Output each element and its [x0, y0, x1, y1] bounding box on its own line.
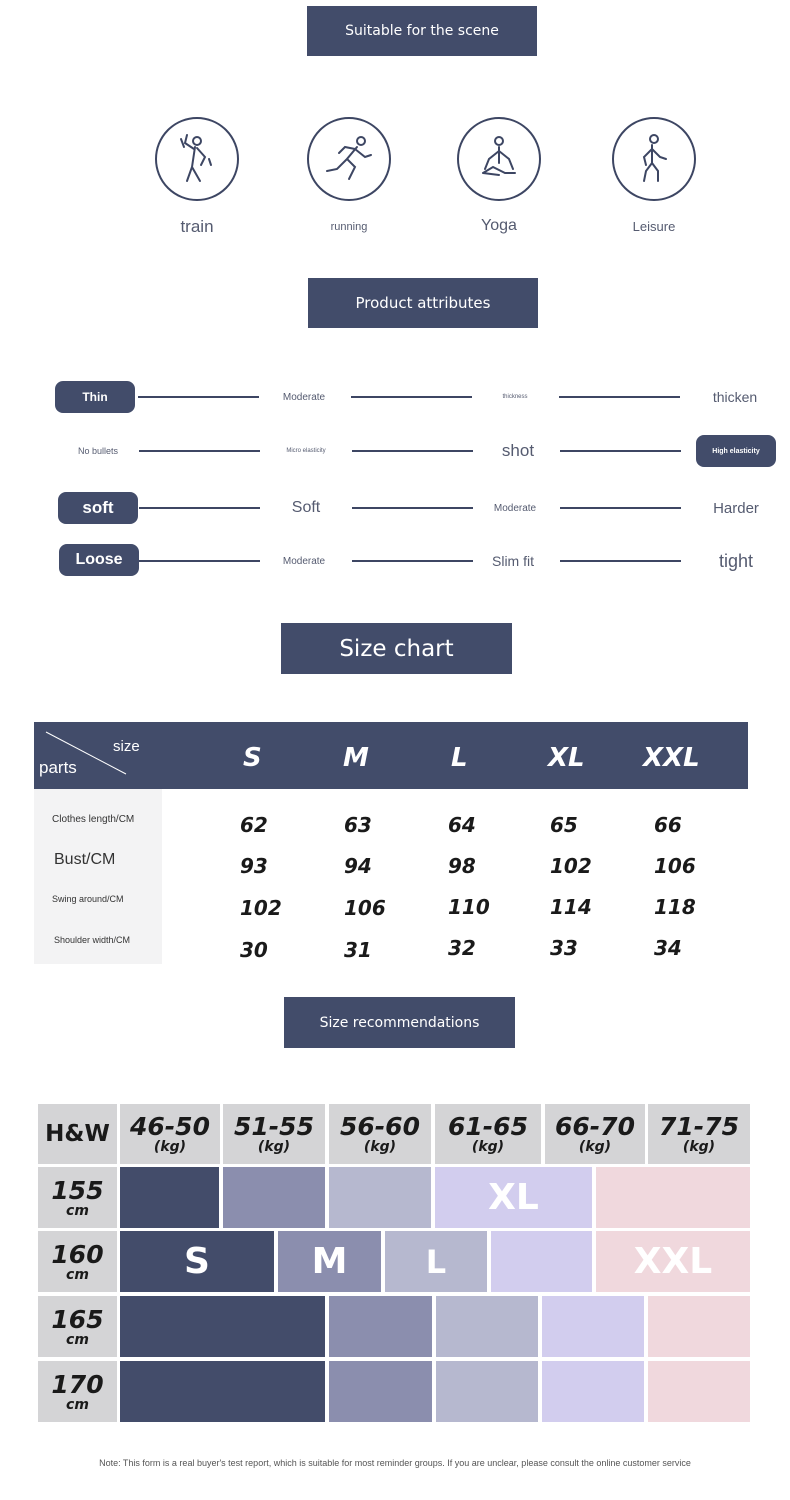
size-block-m [329, 1361, 432, 1422]
attribute-row-softness [0, 491, 790, 525]
size-value: 98 [448, 854, 476, 878]
weight-range: 56-60 [340, 1112, 420, 1141]
height-unit: cm [66, 1266, 89, 1283]
attribute-option: Slim fit [492, 553, 534, 569]
attributes-banner: Product attributes [308, 278, 538, 328]
attribute-row-elasticity [0, 434, 790, 468]
scene-label: Leisure [632, 219, 676, 234]
weight-header [329, 1104, 431, 1164]
size-value: 32 [448, 936, 476, 960]
size-value: 34 [654, 936, 682, 960]
weight-header [648, 1104, 750, 1164]
size-block-xxl [648, 1296, 750, 1357]
weight-range: 66-70 [555, 1112, 635, 1141]
running-figure-icon [319, 129, 379, 189]
scale-line [560, 560, 681, 562]
height-value: 160 [51, 1239, 104, 1269]
weight-header [223, 1104, 325, 1164]
scene-banner: Suitable for the scene [307, 6, 537, 56]
scale-line [352, 560, 473, 562]
scene-running [307, 117, 391, 233]
size-value: 114 [550, 895, 592, 919]
size-value: 102 [240, 896, 282, 920]
corner-parts-label: parts [39, 758, 77, 777]
scene-label: Yoga [481, 217, 517, 234]
height-value: 170 [51, 1369, 104, 1399]
size-block-l [329, 1167, 431, 1228]
weight-header [435, 1104, 541, 1164]
size-block-m [329, 1296, 432, 1357]
size-block-m [223, 1167, 325, 1228]
size-block-xl [435, 1167, 592, 1228]
size-block-xxl [596, 1231, 750, 1292]
size-letter-l: L [425, 1242, 447, 1281]
size-block-l [436, 1361, 538, 1422]
size-value: 94 [344, 854, 372, 878]
size-letter-s: S [184, 1241, 210, 1282]
size-value: 63 [344, 813, 372, 837]
attribute-option: thickness [502, 394, 528, 400]
attribute-option: Moderate [282, 391, 326, 403]
size-letter-xl: XL [488, 1177, 539, 1218]
size-block-s [120, 1231, 274, 1292]
scale-line [351, 396, 472, 398]
attribute-selected-pill: Loose [59, 544, 139, 576]
size-value: 30 [240, 938, 268, 962]
size-header-xl: XL [548, 743, 585, 773]
size-value: 62 [240, 813, 268, 837]
height-value: 165 [51, 1304, 104, 1334]
attribute-option: thicken [712, 389, 758, 405]
attribute-selected-pill: Thin [55, 381, 135, 413]
size-block-xl [542, 1361, 644, 1422]
size-value: 31 [344, 938, 372, 962]
scale-line [559, 396, 680, 398]
weight-range: 46-50 [130, 1112, 210, 1141]
size-value: 106 [654, 854, 696, 878]
attribute-option: Moderate [282, 555, 326, 567]
size-header-m: M [343, 743, 369, 773]
attribute-selected-pill: soft [58, 492, 138, 524]
weight-range: 61-65 [448, 1112, 528, 1141]
size-block-xl [542, 1296, 644, 1357]
train-figure-icon [167, 129, 227, 189]
height-label [38, 1167, 117, 1228]
size-letter-xxl: XXL [633, 1241, 713, 1282]
attribute-option: Soft [291, 499, 321, 516]
height-unit: cm [66, 1396, 89, 1413]
scale-line [560, 507, 681, 509]
attribute-row-thickness [0, 380, 790, 414]
yoga-figure-icon [469, 129, 529, 189]
corner-size-label: size [113, 738, 140, 755]
scale-line [560, 450, 681, 452]
height-label [38, 1231, 117, 1292]
size-block-xxl [596, 1167, 750, 1228]
attribute-option: Moderate [493, 502, 537, 514]
size-header-l: L [451, 743, 468, 773]
row-label: Swing around/CM [52, 894, 124, 904]
disclaimer-note: Note: This form is a real buyer's test report, which is suitable for most reminder groups. If you are unclear, please consult the online customer service [99, 1458, 691, 1468]
recommend-banner: Size recommendations [284, 997, 515, 1048]
height-value: 155 [51, 1175, 104, 1205]
walking-figure-icon [624, 129, 684, 189]
scene-yoga [457, 117, 541, 234]
grid-corner [38, 1104, 117, 1164]
size-value: 102 [550, 854, 592, 878]
scene-label: train [180, 217, 214, 236]
scale-line [139, 450, 260, 452]
row-label: Shoulder width/CM [54, 935, 131, 945]
size-block-m [278, 1231, 381, 1292]
scale-line [352, 507, 473, 509]
weight-range: 71-75 [659, 1112, 739, 1141]
attribute-option: tight [718, 550, 754, 571]
weight-unit: (kg) [682, 1139, 716, 1155]
attribute-option: shot [501, 441, 535, 460]
size-header-xxl: XXL [643, 743, 700, 773]
size-value: 66 [654, 813, 682, 837]
weight-unit: (kg) [363, 1139, 397, 1155]
weight-header [545, 1104, 645, 1164]
scene-train [155, 117, 239, 236]
attribute-option: No bullets [77, 446, 119, 456]
weight-header [120, 1104, 220, 1164]
weight-unit: (kg) [471, 1139, 505, 1155]
size-block-s [120, 1296, 325, 1357]
size-value: 33 [550, 936, 578, 960]
weight-range: 51-55 [234, 1112, 314, 1141]
height-label [38, 1296, 117, 1357]
scale-line [139, 507, 260, 509]
attribute-selected-pill: High elasticity [696, 435, 776, 467]
height-unit: cm [66, 1202, 89, 1219]
scale-line [139, 560, 260, 562]
grid-corner-label: H&W [45, 1121, 110, 1147]
attribute-row-fit [0, 544, 790, 578]
row-label: Clothes length/CM [52, 814, 135, 825]
attribute-option: Micro elasticity [286, 448, 326, 454]
size-chart-banner: Size chart [281, 623, 512, 674]
weight-unit: (kg) [257, 1139, 291, 1155]
size-value: 118 [654, 895, 696, 919]
row-label: Bust/CM [54, 851, 116, 868]
scale-line [138, 396, 259, 398]
size-block-xxl [648, 1361, 750, 1422]
size-value: 65 [550, 813, 578, 837]
attribute-option: Harder [713, 499, 759, 517]
height-unit: cm [66, 1331, 89, 1348]
size-block-l [385, 1231, 487, 1292]
scene-label: running [330, 221, 368, 233]
scale-line [352, 450, 473, 452]
size-block-xl [491, 1231, 592, 1292]
scene-leisure [612, 117, 696, 234]
size-value: 93 [240, 854, 268, 878]
size-block-l [436, 1296, 538, 1357]
size-value: 110 [448, 895, 490, 919]
size-value: 106 [344, 896, 386, 920]
size-header-s: S [243, 743, 262, 773]
weight-unit: (kg) [578, 1139, 612, 1155]
size-letter-m: M [311, 1241, 348, 1282]
height-label [38, 1361, 117, 1422]
size-chart-header [34, 722, 748, 789]
size-value: 64 [448, 813, 476, 837]
size-block-s [120, 1361, 325, 1422]
weight-unit: (kg) [153, 1139, 187, 1155]
size-block-s [120, 1167, 219, 1228]
